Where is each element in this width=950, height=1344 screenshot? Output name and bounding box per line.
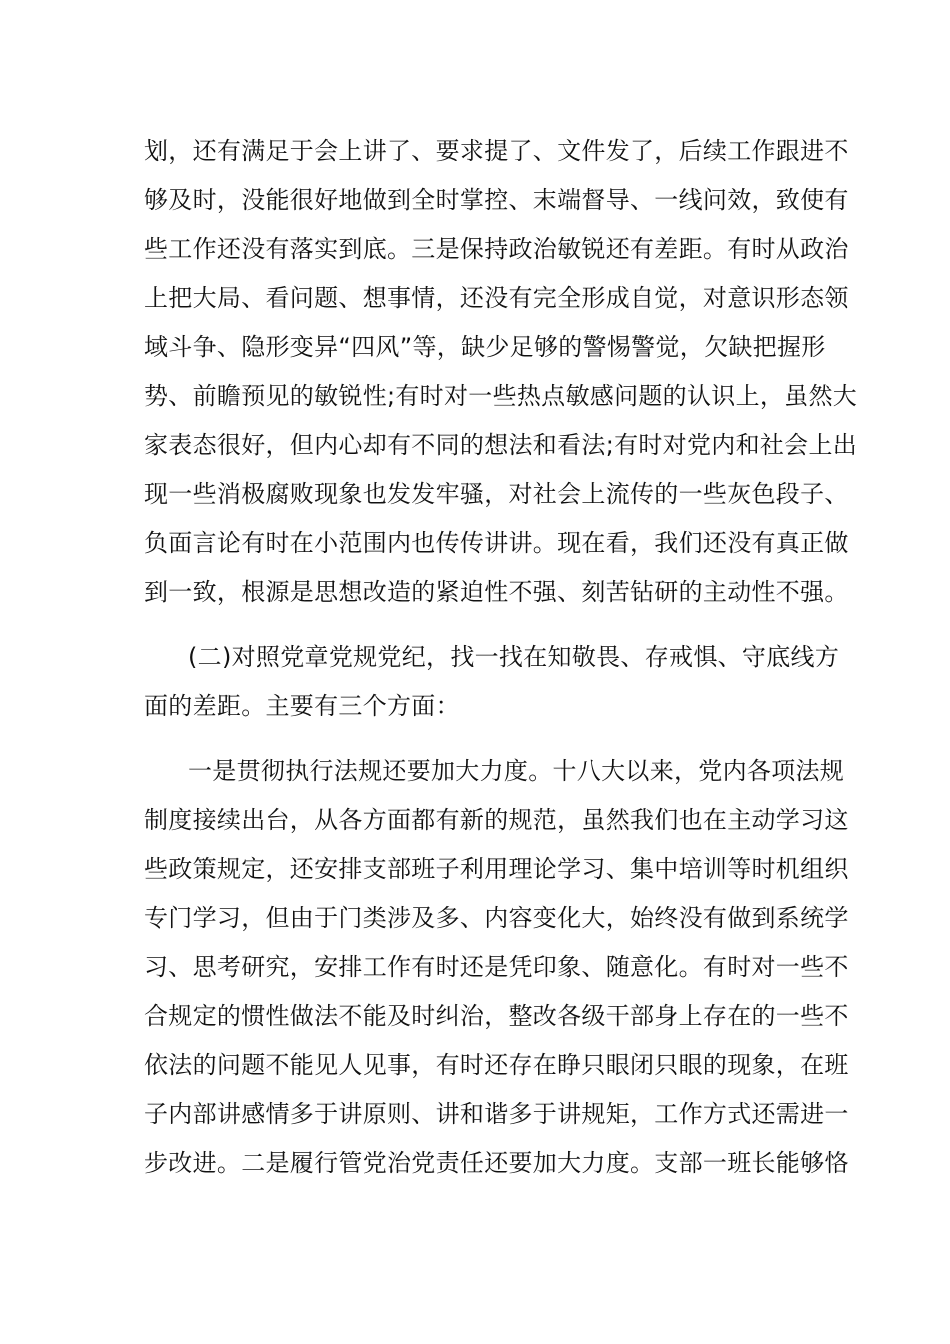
text-line: 合规定的惯性做法不能及时纠治，整改各级干部身上存在的一些不 xyxy=(144,1002,849,1030)
text-line: 些政策规定，还安排支部班子利用理论学习、集中培训等时机组织 xyxy=(144,855,849,883)
text-line: 制度接续出台，从各方面都有新的规范，虽然我们也在主动学习这 xyxy=(144,806,849,834)
text-line: 些工作还没有落实到底。三是保持政治敏锐还有差距。有时从政治 xyxy=(144,235,849,263)
text-line: 负面言论有时在小范围内也传传讲讲。现在看，我们还没有真正做 xyxy=(144,529,849,557)
text-line: 步改进。二是履行管党治党责任还要加大力度。支部一班长能够恪 xyxy=(144,1149,849,1177)
text-line: 上把大局、看问题、想事情，还没有完全形成自觉，对意识形态领 xyxy=(144,284,849,312)
text-line: 够及时，没能很好地做到全时掌控、末端督导、一线问效，致使有 xyxy=(144,186,849,214)
text-line: 子内部讲感情多于讲原则、讲和谐多于讲规矩，工作方式还需进一 xyxy=(144,1100,849,1128)
text-line: 现一些消极腐败现象也发发牢骚，对社会上流传的一些灰色段子、 xyxy=(144,480,849,508)
section-heading-line: (二)对照党章党规党纪，找一找在知敬畏、存戒惧、守底线方 xyxy=(188,643,840,671)
text-line: 到一致，根源是思想改造的紧迫性不强、刻苦钻研的主动性不强。 xyxy=(144,578,849,606)
text-line: 域斗争、隐形变异“四风”等，缺少足够的警惕警觉，欠缺把握形 xyxy=(144,333,826,361)
section-heading-line: 面的差距。主要有三个方面： xyxy=(144,692,460,720)
text-line: 依法的问题不能见人见事，有时还存在睁只眼闭只眼的现象，在班 xyxy=(144,1051,849,1079)
text-line: 习、思考研究，安排工作有时还是凭印象、随意化。有时对一些不 xyxy=(144,953,849,981)
text-line: 势、前瞻预见的敏锐性;有时对一些热点敏感问题的认识上，虽然大 xyxy=(144,382,858,410)
text-line: 专门学习，但由于门类涉及多、内容变化大，始终没有做到系统学 xyxy=(144,904,849,932)
text-line: 家表态很好，但内心却有不同的想法和看法;有时对党内和社会上出 xyxy=(144,431,858,459)
text-line: 划，还有满足于会上讲了、要求提了、文件发了，后续工作跟进不 xyxy=(144,137,849,165)
text-line: 一是贯彻执行法规还要加大力度。十八大以来，党内各项法规 xyxy=(188,757,845,785)
